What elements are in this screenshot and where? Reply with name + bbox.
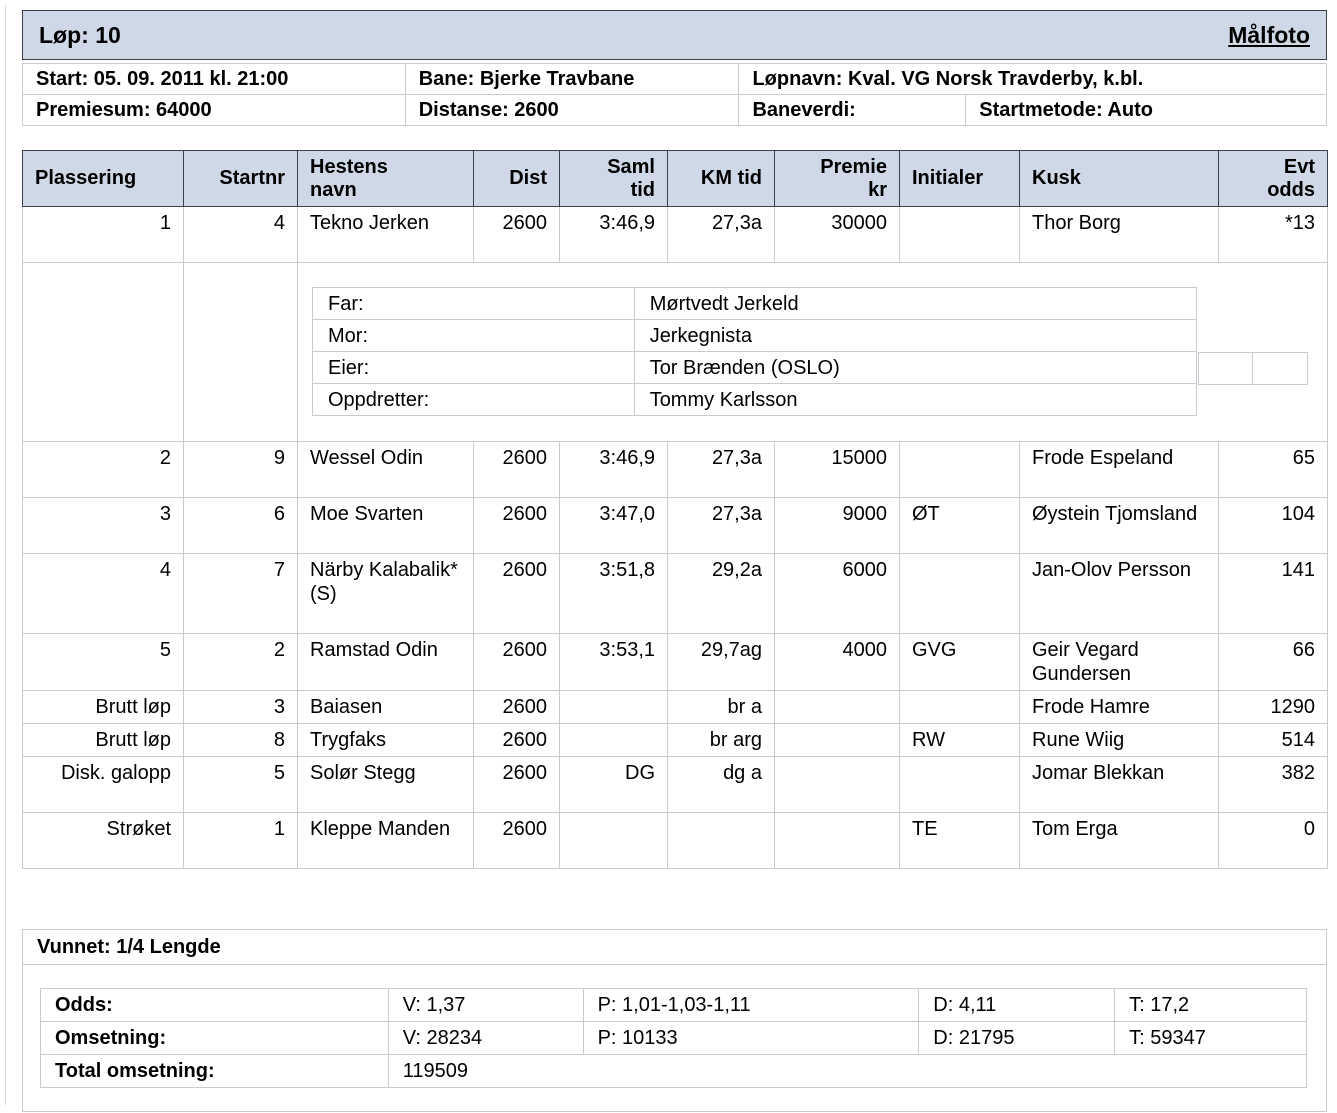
cell-prize: 6000 [775,554,900,634]
table-row [23,813,1328,869]
col-km-time: KM tid [668,151,775,207]
prize-sum-info: Premiesum: 64000 [23,95,406,126]
col-dist: Dist [474,151,560,207]
cell-km: br a [668,691,775,724]
col-driver: Kusk [1020,151,1219,207]
turnover-t: T: 59347 [1115,1022,1307,1055]
table-row [23,207,1328,263]
cell-time: DG [560,757,668,813]
cell-place: Brutt løp [23,724,184,757]
col-odds: Evt odds [1219,151,1328,207]
cell-init [900,757,1020,813]
table-row [23,757,1328,813]
table-row [23,554,1328,634]
cell-place: 4 [23,554,184,634]
cell-place: 1 [23,207,184,263]
odds-d: D: 4,11 [919,989,1115,1022]
cell-prize [775,813,900,869]
cell-place: 5 [23,634,184,691]
pedigree-label: Mor: [313,320,635,352]
result-page [5,5,1328,1105]
track-info: Bane: Bjerke Travbane [405,64,739,95]
cell-prize [775,691,900,724]
cell-odds: 65 [1219,442,1328,498]
cell-init: GVG [900,634,1020,691]
winning-margin: Vunnet: 1/4 Lengde [23,930,1326,965]
table-row [23,691,1328,724]
cell-time [560,724,668,757]
cell-driver: Øystein Tjomsland [1020,498,1219,554]
cell-prize [775,757,900,813]
cell-odds: 66 [1219,634,1328,691]
cell-odds: 514 [1219,724,1328,757]
cell-km: br arg [668,724,775,757]
cell-prize [775,724,900,757]
cell-time [560,813,668,869]
cell-dist: 2600 [474,757,560,813]
cell-km: 27,3a [668,498,775,554]
turnover-p: P: 10133 [583,1022,919,1055]
cell-init: ØT [900,498,1020,554]
empty-box [1198,352,1308,385]
race-header [22,10,1327,60]
cell-odds: *13 [1219,207,1328,263]
pedigree-label: Far: [313,288,635,320]
cell-km [668,813,775,869]
odds-p: P: 1,01-1,03-1,11 [583,989,919,1022]
odds-label: Odds: [41,989,389,1022]
cell-driver: Rune Wiig [1020,724,1219,757]
cell-km: 29,2a [668,554,775,634]
race-name-info: Løpnavn: Kval. VG Norsk Travderby, k.bl. [739,64,1327,95]
cell-km: 27,3a [668,207,775,263]
cell-dist: 2600 [474,691,560,724]
cell-km: dg a [668,757,775,813]
distance-info: Distanse: 2600 [405,95,739,126]
results-table [22,150,1328,869]
cell-km: 29,7ag [668,634,775,691]
turnover-v: V: 28234 [388,1022,583,1055]
cell-startnr: 7 [184,554,298,634]
pedigree-label: Eier: [313,352,635,384]
cell-prize: 15000 [775,442,900,498]
cell-time: 3:47,0 [560,498,668,554]
cell-init [900,442,1020,498]
cell-prize: 30000 [775,207,900,263]
cell-place: 3 [23,498,184,554]
col-placement: Plassering [23,151,184,207]
cell-horse: Tekno Jerken [298,207,474,263]
cell-startnr: 2 [184,634,298,691]
cell-place: Brutt løp [23,691,184,724]
cell-dist: 2600 [474,442,560,498]
pedigree-value: Tommy Karlsson [634,384,1196,416]
table-row [23,442,1328,498]
odds-v: V: 1,37 [388,989,583,1022]
pedigree-value: Mørtvedt Jerkeld [634,288,1196,320]
cell-init [900,554,1020,634]
col-startnr: Startnr [184,151,298,207]
pedigree-value: Tor Brænden (OSLO) [634,352,1196,384]
col-initials: Initialer [900,151,1020,207]
cell-time [560,691,668,724]
table-row [23,498,1328,554]
cell-horse: Kleppe Manden [298,813,474,869]
cell-driver: Jomar Blekkan [1020,757,1219,813]
cell-time: 3:46,9 [560,207,668,263]
cell-prize: 9000 [775,498,900,554]
pedigree-label: Oppdretter: [313,384,635,416]
table-row [23,634,1328,691]
cell-startnr: 5 [184,757,298,813]
table-row [23,724,1328,757]
cell-place: 2 [23,442,184,498]
cell-driver: Frode Espeland [1020,442,1219,498]
cell-horse: Moe Svarten [298,498,474,554]
cell-horse: Närby Kalabalik* (S) [298,554,474,634]
cell-init: TE [900,813,1020,869]
pedigree-row [23,263,1328,442]
cell-odds: 1290 [1219,691,1328,724]
col-prize: Premie kr [775,151,900,207]
pedigree-spacer [23,263,184,442]
col-total-time: Saml tid [560,151,668,207]
cell-dist: 2600 [474,554,560,634]
start-method-info: Startmetode: Auto [966,95,1327,126]
cell-km: 27,3a [668,442,775,498]
turnover-d: D: 21795 [919,1022,1115,1055]
cell-time: 3:46,9 [560,442,668,498]
track-value-info: Baneverdi: [739,95,966,126]
cell-startnr: 1 [184,813,298,869]
pedigree-spacer [184,263,298,442]
cell-odds: 0 [1219,813,1328,869]
cell-driver: Frode Hamre [1020,691,1219,724]
cell-odds: 104 [1219,498,1328,554]
cell-startnr: 3 [184,691,298,724]
pedigree-table [312,287,1197,416]
cell-dist: 2600 [474,634,560,691]
cell-init [900,691,1020,724]
cell-prize: 4000 [775,634,900,691]
race-summary [22,929,1327,1112]
cell-horse: Ramstad Odin [298,634,474,691]
total-turnover-value: 119509 [388,1055,1306,1088]
cell-horse: Solør Stegg [298,757,474,813]
race-title: Løp: 10 [39,21,121,48]
results-header-row [23,151,1328,207]
cell-init: RW [900,724,1020,757]
cell-dist: 2600 [474,813,560,869]
cell-startnr: 4 [184,207,298,263]
cell-time: 3:53,1 [560,634,668,691]
pedigree-value: Jerkegnista [634,320,1196,352]
total-turnover-label: Total omsetning: [41,1055,389,1088]
cell-startnr: 9 [184,442,298,498]
cell-startnr: 8 [184,724,298,757]
cell-dist: 2600 [474,498,560,554]
cell-init [900,207,1020,263]
cell-dist: 2600 [474,207,560,263]
cell-horse: Baiasen [298,691,474,724]
cell-place: Disk. galopp [23,757,184,813]
cell-horse: Wessel Odin [298,442,474,498]
cell-horse: Trygfaks [298,724,474,757]
cell-time: 3:51,8 [560,554,668,634]
turnover-label: Omsetning: [41,1022,389,1055]
odds-t: T: 17,2 [1115,989,1307,1022]
race-info-table [22,63,1327,126]
col-horse-name: Hestens navn [298,151,474,207]
cell-driver: Jan-Olov Persson [1020,554,1219,634]
cell-startnr: 6 [184,498,298,554]
pedigree-cell [298,263,1328,442]
cell-driver: Tom Erga [1020,813,1219,869]
cell-dist: 2600 [474,724,560,757]
cell-odds: 382 [1219,757,1328,813]
cell-driver: Geir Vegard Gundersen [1020,634,1219,691]
photo-finish-link[interactable]: Målfoto [1228,21,1310,48]
cell-place: Strøket [23,813,184,869]
cell-odds: 141 [1219,554,1328,634]
start-info: Start: 05. 09. 2011 kl. 21:00 [23,64,406,95]
odds-table [40,988,1307,1088]
cell-driver: Thor Borg [1020,207,1219,263]
